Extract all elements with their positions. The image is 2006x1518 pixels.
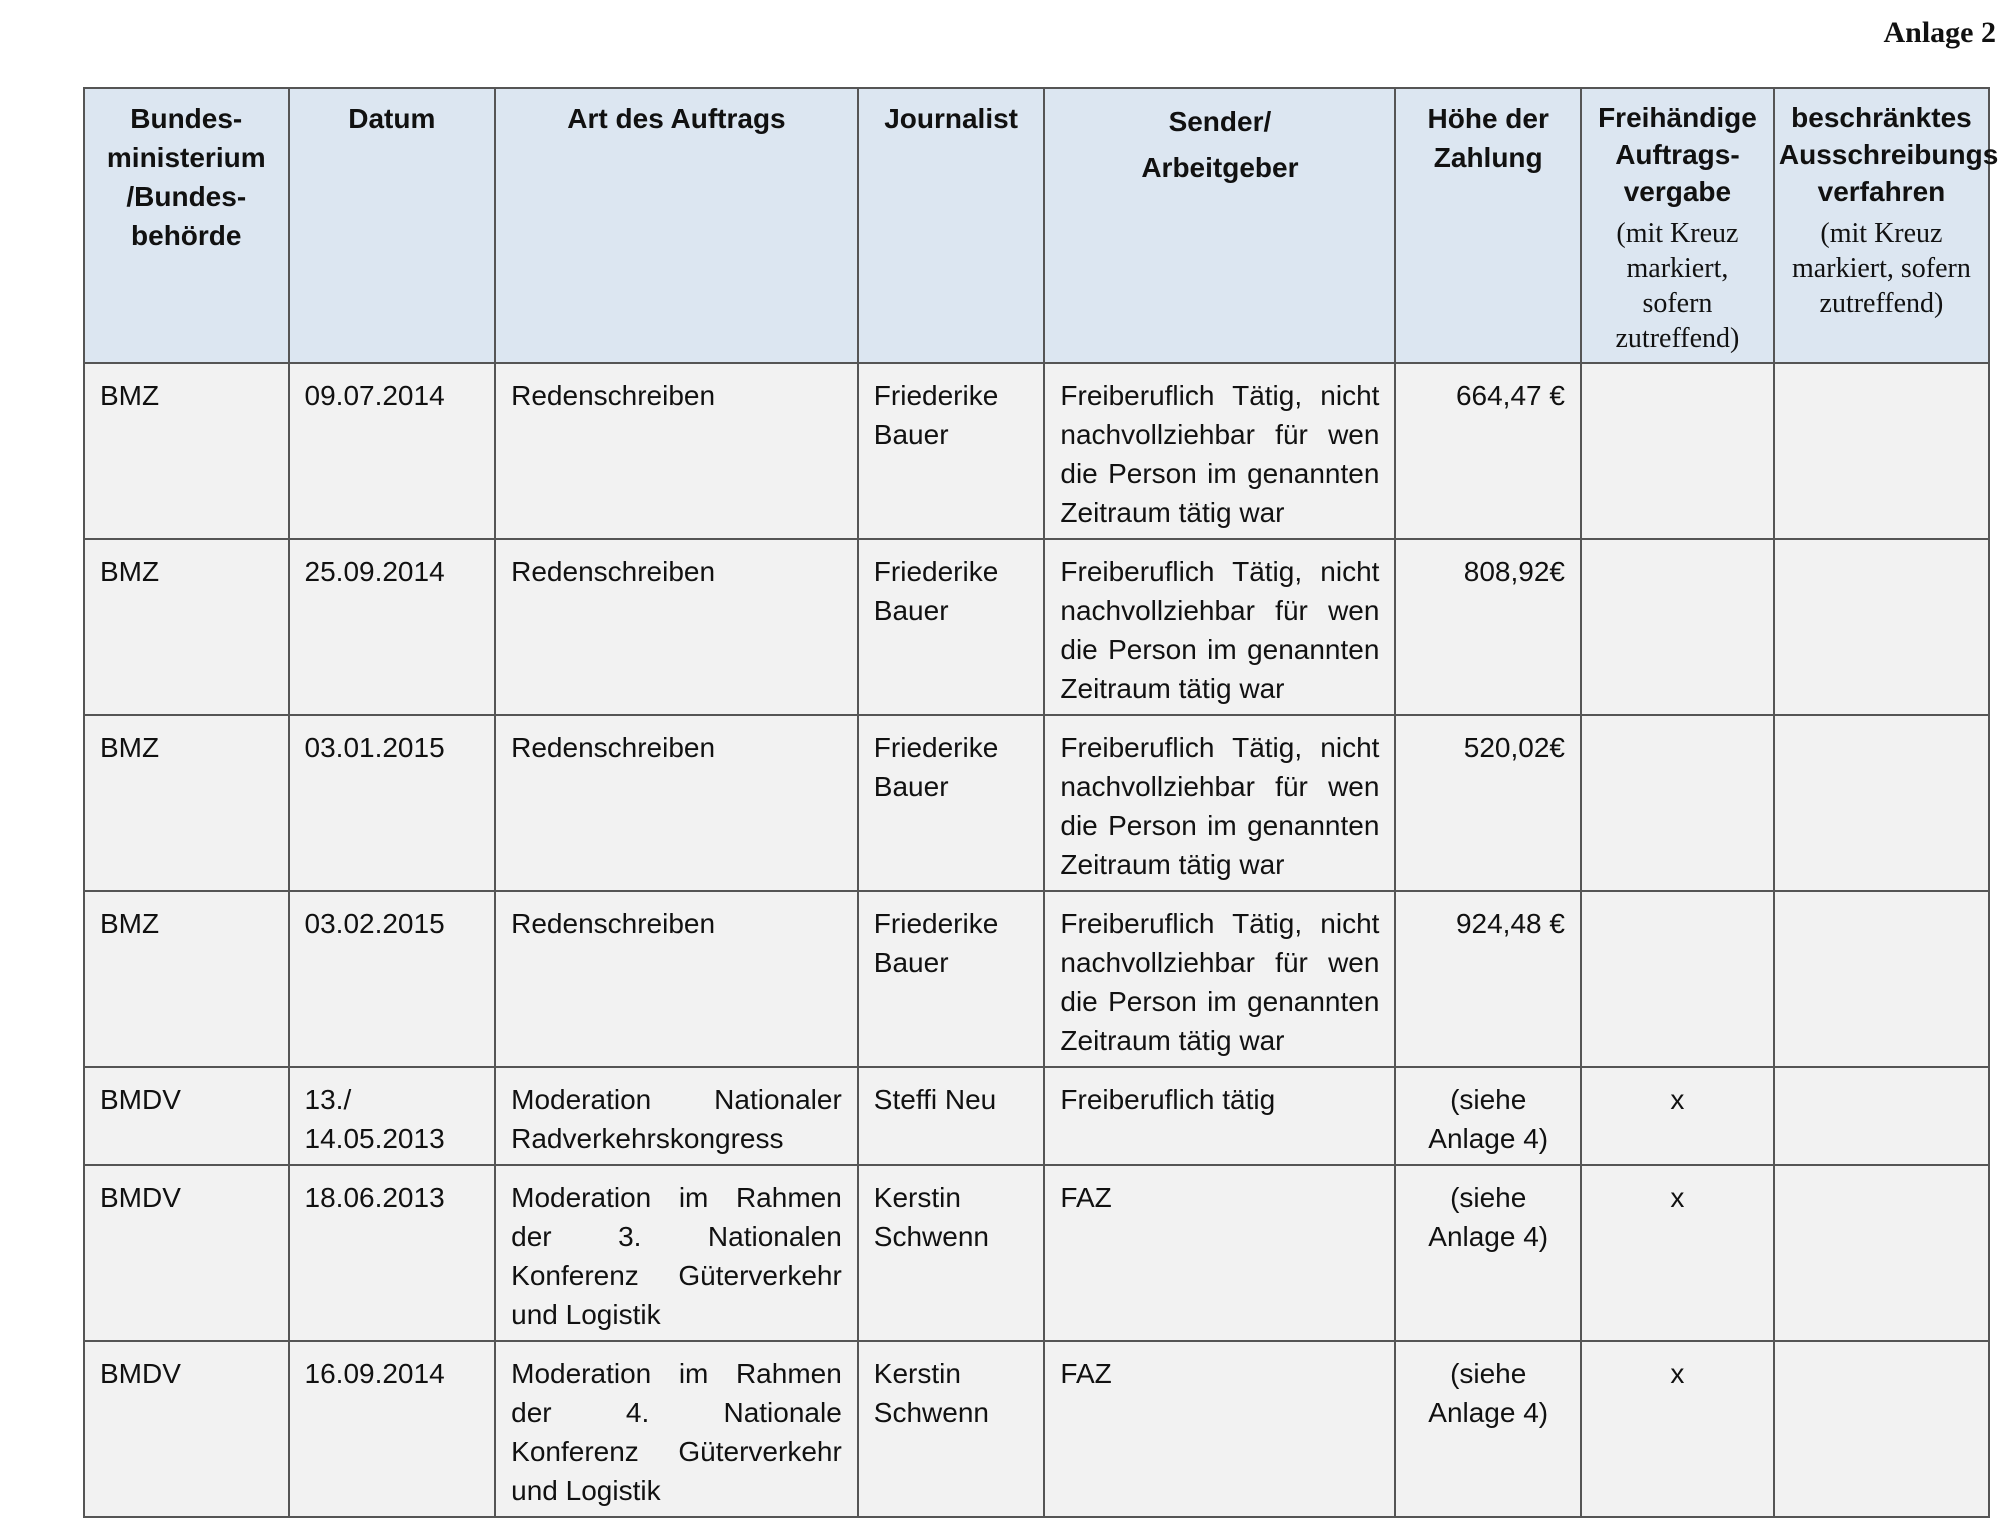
table-row: [84, 539, 1989, 715]
table-row: [84, 1067, 1989, 1165]
cell-zahlung: 808,92€: [1395, 539, 1581, 715]
cell-journalist: Kerstin Schwenn: [858, 1341, 1045, 1517]
page-label: Anlage 2: [1883, 16, 1996, 49]
cell-journalist: Steffi Neu: [858, 1067, 1045, 1165]
cell-beschraenkt: [1774, 539, 1989, 715]
cell-datum: 13./ 14.05.2013: [289, 1067, 496, 1165]
cell-journalist: Kerstin Schwenn: [858, 1165, 1045, 1341]
cell-zahlung: (siehe Anlage 4): [1395, 1067, 1581, 1165]
cell-freihaendig: x: [1581, 1341, 1774, 1517]
cell-zahlung: (siehe Anlage 4): [1395, 1341, 1581, 1517]
cell-journalist: Friederike Bauer: [858, 891, 1045, 1067]
header-datum: Datum: [289, 88, 496, 363]
cell-beschraenkt: [1774, 715, 1989, 891]
cell-freihaendig: [1581, 539, 1774, 715]
header-beschraenkt-note: (mit Kreuz markiert, sofern zutreffend): [1792, 218, 1971, 319]
cell-behoerde: BMZ: [84, 363, 289, 539]
cell-beschraenkt: [1774, 1165, 1989, 1341]
cell-zahlung: 520,02€: [1395, 715, 1581, 891]
cell-freihaendig: [1581, 715, 1774, 891]
cell-beschraenkt: [1774, 891, 1989, 1067]
table-row: [84, 891, 1989, 1067]
cell-datum: 03.01.2015: [289, 715, 496, 891]
cell-freihaendig: x: [1581, 1165, 1774, 1341]
cell-journalist: Friederike Bauer: [858, 715, 1045, 891]
header-freihaendig-note: (mit Kreuz markiert, sofern zutreffend): [1615, 218, 1740, 354]
cell-behoerde: BMDV: [84, 1067, 289, 1165]
cell-behoerde: BMDV: [84, 1341, 289, 1517]
cell-datum: 16.09.2014: [289, 1341, 496, 1517]
cell-behoerde: BMZ: [84, 891, 289, 1067]
cell-journalist: Friederike Bauer: [858, 363, 1045, 539]
cell-art: Moderation Nationaler Radverkehrskongress: [495, 1067, 858, 1165]
table-row: [84, 715, 1989, 891]
cell-datum: 03.02.2015: [289, 891, 496, 1067]
cell-journalist: Friederike Bauer: [858, 539, 1045, 715]
cell-art: Redenschreiben: [495, 715, 858, 891]
cell-zahlung: 664,47 €: [1395, 363, 1581, 539]
cell-art: Redenschreiben: [495, 891, 858, 1067]
cell-datum: 09.07.2014: [289, 363, 496, 539]
cell-sender: FAZ: [1044, 1341, 1395, 1517]
cell-art: Moderation im Rahmen der 3. Nationalen Konferenz Güterverkehr und Logistik: [495, 1165, 858, 1341]
header-beschraenkt: beschränktes Ausschreibungs verfahren (mit Kreuz markiert, sofern zutreffend): [1774, 88, 1989, 363]
cell-datum: 25.09.2014: [289, 539, 496, 715]
cell-freihaendig: [1581, 363, 1774, 539]
cell-datum: 18.06.2013: [289, 1165, 496, 1341]
cell-sender: Freiberuflich Tätig, nicht nachvollziehbar für wen die Person im genannten Zeitraum tätig war: [1044, 363, 1395, 539]
cell-beschraenkt: [1774, 363, 1989, 539]
header-sender: Sender/ Arbeitgeber: [1044, 88, 1395, 363]
cell-art: Redenschreiben: [495, 539, 858, 715]
cell-sender: Freiberuflich tätig: [1044, 1067, 1395, 1165]
header-journalist: Journalist: [858, 88, 1045, 363]
cell-beschraenkt: [1774, 1067, 1989, 1165]
cell-sender: Freiberuflich Tätig, nicht nachvollziehbar für wen die Person im genannten Zeitraum tätig war: [1044, 539, 1395, 715]
cell-zahlung: (siehe Anlage 4): [1395, 1165, 1581, 1341]
cell-behoerde: BMZ: [84, 715, 289, 891]
cell-sender: Freiberuflich Tätig, nicht nachvollziehbar für wen die Person im genannten Zeitraum tätig war: [1044, 715, 1395, 891]
cell-zahlung: 924,48 €: [1395, 891, 1581, 1067]
cell-freihaendig: [1581, 891, 1774, 1067]
cell-behoerde: BMDV: [84, 1165, 289, 1341]
header-art: Art des Auftrags: [495, 88, 858, 363]
cell-sender: FAZ: [1044, 1165, 1395, 1341]
header-freihaendig: Freihändige Auftrags- vergabe (mit Kreuz markiert, sofern zutreffend): [1581, 88, 1774, 363]
cell-behoerde: BMZ: [84, 539, 289, 715]
cell-art: Redenschreiben: [495, 363, 858, 539]
table-row: [84, 1341, 1989, 1517]
header-row: [84, 88, 1989, 363]
cell-beschraenkt: [1774, 1341, 1989, 1517]
table-row: [84, 363, 1989, 539]
cell-freihaendig: x: [1581, 1067, 1774, 1165]
table-row: [84, 1165, 1989, 1341]
header-behoerde: Bundes- ministerium /Bundes- behörde: [84, 88, 289, 363]
cell-art: Moderation im Rahmen der 4. Nationale Konferenz Güterverkehr und Logistik: [495, 1341, 858, 1517]
cell-sender: Freiberuflich Tätig, nicht nachvollziehbar für wen die Person im genannten Zeitraum tätig war: [1044, 891, 1395, 1067]
data-table: [83, 87, 1999, 1518]
header-zahlung: Höhe der Zahlung: [1395, 88, 1581, 363]
